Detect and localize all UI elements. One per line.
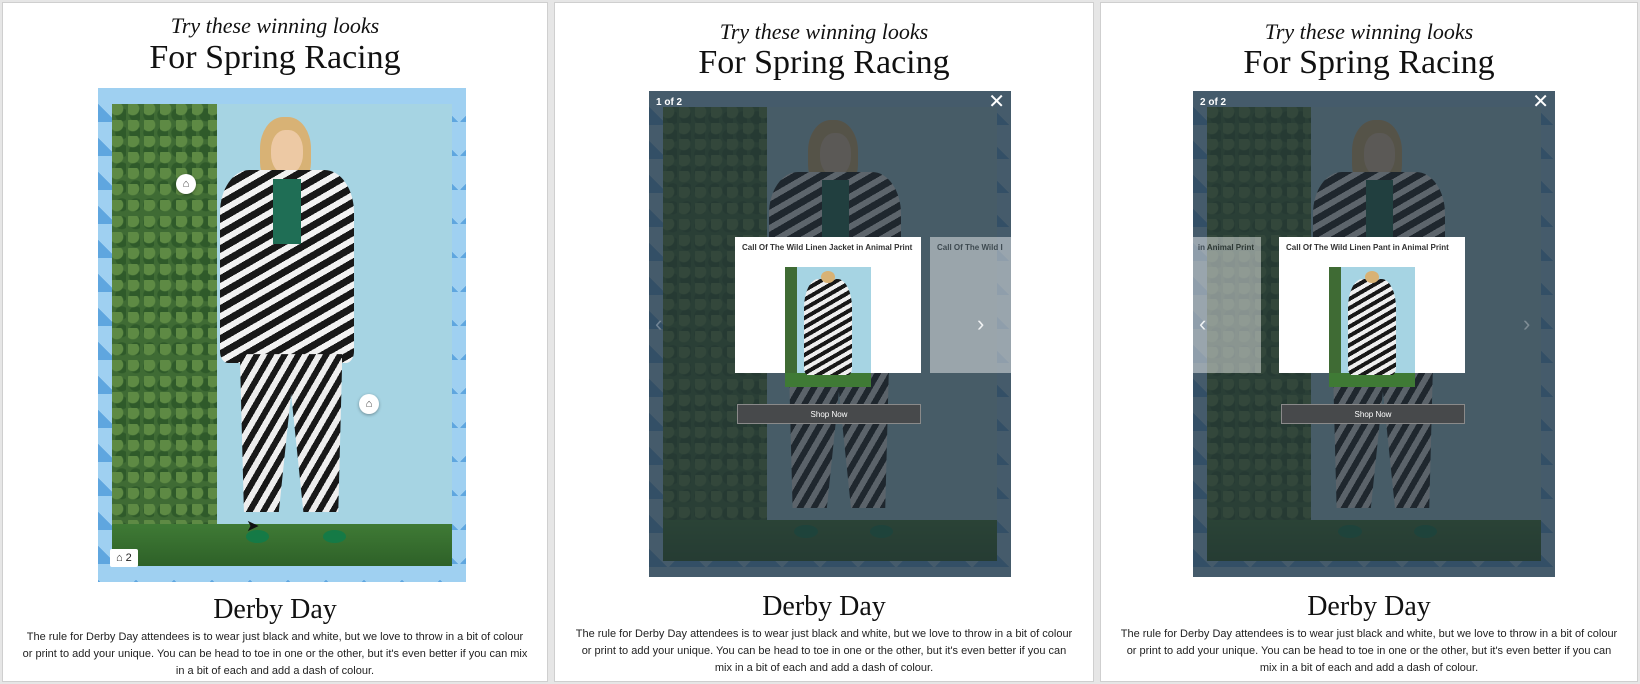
shoppable-image <box>1193 91 1555 577</box>
product-title: in Animal Print <box>1197 243 1254 252</box>
panel-lightbox-1 <box>554 2 1094 682</box>
previous-product-card[interactable] <box>1193 237 1261 373</box>
product-card[interactable] <box>735 237 921 373</box>
product-thumbnail[interactable] <box>785 267 871 387</box>
panel-product-image <box>2 2 548 682</box>
kicker-text: Try these winning looks <box>719 19 929 44</box>
shop-now-button[interactable]: Shop Now <box>737 404 921 424</box>
section-title: Derby Day <box>213 594 337 625</box>
shop-now-button[interactable]: Shop Now <box>1281 404 1465 424</box>
section-description: The rule for Derby Day attendees is to wear just black and white, but we love to throw in a bit of colour or print to add your unique. You can be head to toe in one or the other, but it's even better if you can mix in a bit of each and add a dash of colour. <box>575 628 1073 674</box>
panel-lightbox-2 <box>1100 2 1638 682</box>
product-hotspot-jacket[interactable] <box>176 174 196 194</box>
chevron-right-icon[interactable]: › <box>1523 311 1531 336</box>
chevron-left-icon[interactable]: ‹ <box>1199 311 1207 336</box>
next-product-card[interactable] <box>930 237 1011 373</box>
model-figure <box>200 104 397 543</box>
tag-count-badge[interactable] <box>110 549 138 567</box>
product-title: Call Of The Wild I <box>937 243 1003 252</box>
tag-icon: ⌂ <box>116 552 123 564</box>
shoppable-image <box>649 91 1011 577</box>
kicker-text: Try these winning looks <box>1264 19 1474 44</box>
tag-icon: ⌂ <box>365 398 373 410</box>
slide-counter: 2 of 2 <box>1200 97 1227 108</box>
product-title: Call Of The Wild Linen Jacket in Animal Print <box>742 243 913 252</box>
mouse-cursor-icon: ➤ <box>246 518 260 535</box>
close-icon[interactable]: ✕ <box>1532 91 1549 113</box>
close-icon[interactable]: ✕ <box>988 91 1005 113</box>
headline: For Spring Racing <box>149 39 401 76</box>
section-description: The rule for Derby Day attendees is to wear just black and white, but we love to throw in a bit of colour or print to add your unique. You can be head to toe in one or the other, but it's even better if you can mix in a bit of each and add a dash of colour. <box>22 631 528 677</box>
product-hotspot-pant[interactable] <box>359 394 379 414</box>
slide-counter: 1 of 2 <box>656 97 683 108</box>
headline: For Spring Racing <box>698 44 950 81</box>
section-title: Derby Day <box>1307 591 1431 622</box>
tag-count: 2 <box>125 552 132 564</box>
section-title: Derby Day <box>762 591 886 622</box>
kicker-text: Try these winning looks <box>170 13 380 38</box>
shoppable-image[interactable] <box>98 88 466 582</box>
product-title: Call Of The Wild Linen Pant in Animal Print <box>1286 243 1449 252</box>
headline: For Spring Racing <box>1243 44 1495 81</box>
chevron-left-icon[interactable]: ‹ <box>655 311 663 336</box>
product-thumbnail[interactable] <box>1329 267 1415 387</box>
model-photo <box>112 104 452 566</box>
product-card[interactable] <box>1279 237 1465 373</box>
tag-icon: ⌂ <box>182 178 190 190</box>
chevron-right-icon[interactable]: › <box>977 311 985 336</box>
section-description: The rule for Derby Day attendees is to wear just black and white, but we love to throw in a bit of colour or print to add your unique. You can be head to toe in one or the other, but it's even better if you can mix in a bit of each and add a dash of colour. <box>1120 628 1618 674</box>
